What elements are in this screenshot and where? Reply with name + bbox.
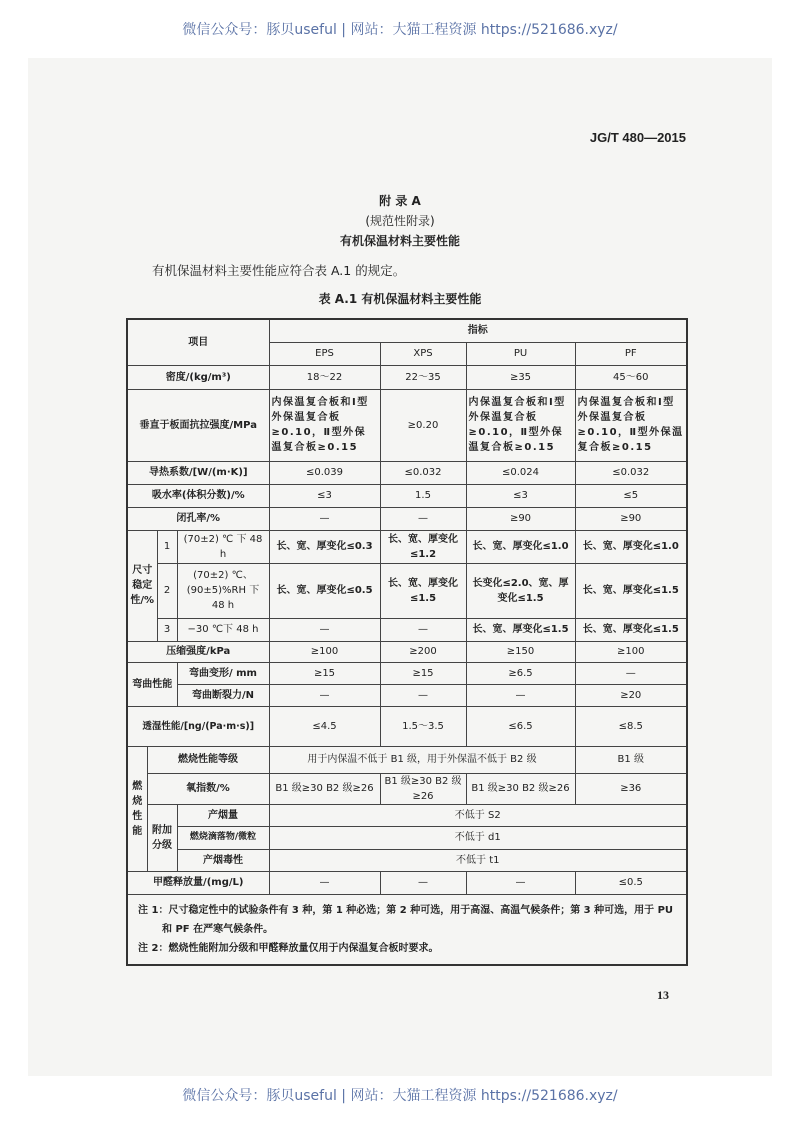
note-2: 注 2：燃烧性能附加分级和甲醛释放量仅用于内保温复合板时要求。 xyxy=(138,942,439,954)
header-eps: EPS xyxy=(269,342,380,365)
appendix-type: (规范性附录) xyxy=(365,214,435,228)
table-row: 燃烧滴落物/微粒 不低于 d1 xyxy=(127,826,687,849)
table-row: 弯曲性能 弯曲变形/ mm ≥15 ≥15 ≥6.5 — xyxy=(127,662,687,684)
table-row: 2 (70±2) ℃、(90±5)%RH 下 48 h 长、宽、厚变化≤0.5 长、宽、厚变化≤1.5 长变化≤2.0、宽、厚变化≤1.5 长、宽、厚变化≤1.5 xyxy=(127,563,687,618)
table-row: 垂直于板面抗拉强度/MPa 内保温复合板和Ⅰ型外保温复合板≥0.10，Ⅱ型外保温复合板≥0.15 ≥0.20 内保温复合板和Ⅰ型外保温复合板≥0.10，Ⅱ型外保温复合板≥0.15 内保温复合板和Ⅰ型外保温复合板≥0.10，Ⅱ型外保温复合板≥0.15 xyxy=(127,389,687,461)
page-number: 13 xyxy=(657,988,669,1002)
table-row: 透湿性能/[ng/(Pa·m·s)] ≤4.5 1.5～3.5 ≤6.5 ≤8.5 xyxy=(127,706,687,746)
table-row: 弯曲断裂力/N — — — ≥20 xyxy=(127,684,687,706)
table-row: 导热系数/[W/(m·K)] ≤0.039 ≤0.032 ≤0.024 ≤0.032 xyxy=(127,461,687,484)
watermark-bottom: 微信公众号：豚贝useful | 网站：大猫工程资源 https://521686.xyz/ xyxy=(182,1088,618,1104)
table-row: 产烟毒性 不低于 t1 xyxy=(127,849,687,871)
header-xps: XPS xyxy=(380,342,466,365)
appendix-title: 附 录 A xyxy=(379,194,421,208)
intro-text: 有机保温材料主要性能应符合表 A.1 的规定。 xyxy=(152,263,406,278)
table-row: 3 −30 ℃下 48 h — — 长、宽、厚变化≤1.5 长、宽、厚变化≤1.5 xyxy=(127,618,687,641)
table-row: 闭孔率/% — — ≥90 ≥90 xyxy=(127,507,687,530)
header-pu: PU xyxy=(466,342,575,365)
table-row: 附加分级 产烟量 不低于 S2 xyxy=(127,804,687,826)
table-caption: 表 A.1 有机保温材料主要性能 xyxy=(318,292,482,306)
table-row: 燃烧性能 燃烧性能等级 用于内保温不低于 B1 级，用于外保温不低于 B2 级 B1 级 xyxy=(127,746,687,773)
standard-number: JG/T 480—2015 xyxy=(589,130,686,145)
table-row: 尺寸稳定性/% 1 (70±2) ℃ 下 48 h 长、宽、厚变化≤0.3 长、宽、厚变化≤1.2 长、宽、厚变化≤1.0 长、宽、厚变化≤1.0 xyxy=(127,530,687,563)
note-1: 注 1：尺寸稳定性中的试验条件有 3 种，第 1 种必选；第 2 种可选，用于高湿、高温气候条件；第 3 种可选，用于 PU xyxy=(138,904,674,916)
table-row: 密度/(kg/m³) 18～22 22～35 ≥35 45～60 xyxy=(127,365,687,389)
table-row: 氧指数/% B1 级≥30 B2 级≥26 B1 级≥30 B2 级≥26 B1 级≥30 B2 级≥26 ≥36 xyxy=(127,773,687,804)
table-row: 甲醛释放量/(mg/L) — — — ≤0.5 xyxy=(127,871,687,894)
header-index: 指标 xyxy=(269,319,687,342)
properties-table xyxy=(126,318,688,966)
table-row: 压缩强度/kPa ≥100 ≥200 ≥150 ≥100 xyxy=(127,641,687,662)
table-notes xyxy=(127,894,687,965)
appendix-name: 有机保温材料主要性能 xyxy=(339,234,460,248)
header-item: 项目 xyxy=(127,319,269,365)
table-row: 吸水率(体积分数)/% ≤3 1.5 ≤3 ≤5 xyxy=(127,484,687,507)
header-pf: PF xyxy=(575,342,687,365)
note-1-cont: 和 PF 在严寒气候条件。 xyxy=(162,923,274,935)
watermark-top: 微信公众号：豚贝useful | 网站：大猫工程资源 https://521686.xyz/ xyxy=(182,22,618,38)
